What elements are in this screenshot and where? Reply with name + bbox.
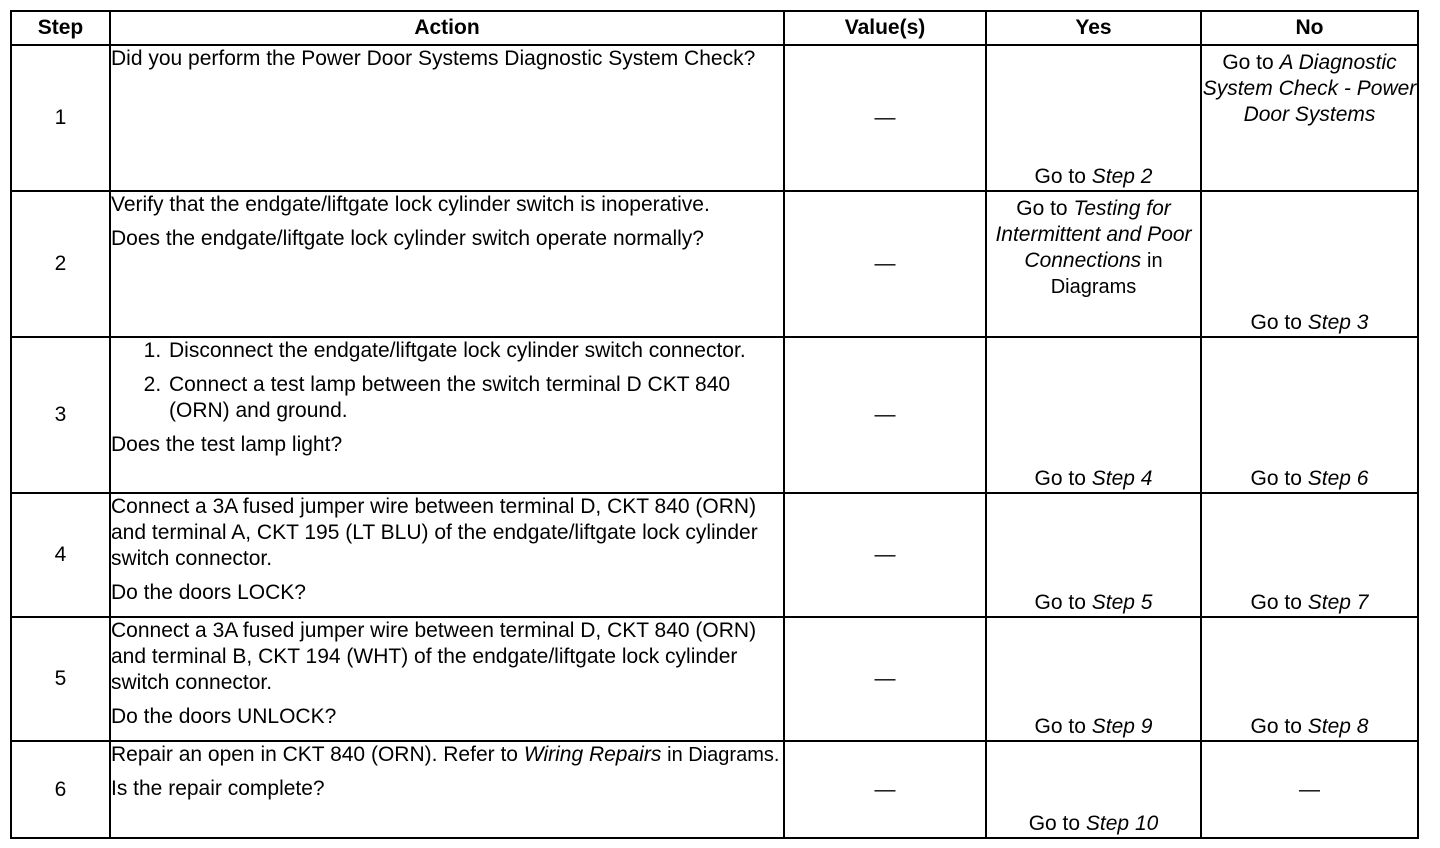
yes-suffix: in Diagrams xyxy=(1050,250,1163,298)
action-question: Do the doors LOCK? xyxy=(111,581,306,604)
table-row xyxy=(11,337,1418,493)
action-cell xyxy=(110,45,784,191)
value-cell: — xyxy=(784,45,986,191)
action-cell xyxy=(110,741,784,838)
action-text xyxy=(111,742,783,768)
table-header-row xyxy=(11,11,1418,45)
value-cell: — xyxy=(784,741,986,838)
no-prefix: Go to xyxy=(1250,591,1302,614)
no-link[interactable]: Step 8 xyxy=(1307,715,1369,738)
yes-prefix: Go to xyxy=(1034,591,1086,614)
action-cell xyxy=(110,617,784,741)
yes-cell xyxy=(986,741,1201,838)
table-row xyxy=(11,741,1418,838)
yes-link[interactable]: Step 9 xyxy=(1091,715,1153,738)
yes-prefix: Go to xyxy=(1034,165,1086,188)
procedure-item: 2. Connect a test lamp between the switch terminal D CKT 840 (ORN) and ground. xyxy=(167,372,783,424)
value-cell: — xyxy=(784,493,986,617)
step-number: 4 xyxy=(11,493,110,617)
action-question: Is the repair complete? xyxy=(111,777,325,800)
no-cell: — xyxy=(1201,741,1418,838)
header-values: Value(s) xyxy=(784,11,986,45)
no-cell xyxy=(1201,45,1418,191)
step-number: 6 xyxy=(11,741,110,838)
value-cell: — xyxy=(784,337,986,493)
yes-prefix: Go to xyxy=(1034,467,1086,490)
no-link[interactable]: Step 7 xyxy=(1307,591,1369,614)
no-cell xyxy=(1201,617,1418,741)
no-prefix: Go to xyxy=(1222,51,1274,74)
action-question: Does the endgate/liftgate lock cylinder switch operate normally? xyxy=(111,227,704,250)
no-prefix: Go to xyxy=(1250,715,1302,738)
yes-cell xyxy=(986,493,1201,617)
header-step: Step xyxy=(11,11,110,45)
header-yes: Yes xyxy=(986,11,1201,45)
header-action: Action xyxy=(110,11,784,45)
yes-link[interactable]: Step 4 xyxy=(1091,467,1153,490)
yes-prefix: Go to xyxy=(1028,812,1081,835)
procedure-list xyxy=(111,338,783,424)
yes-link[interactable]: Step 2 xyxy=(1091,165,1153,188)
value-cell: — xyxy=(784,617,986,741)
action-cell xyxy=(110,337,784,493)
yes-cell xyxy=(986,337,1201,493)
yes-cell xyxy=(986,191,1201,337)
action-link[interactable]: Wiring Repairs xyxy=(523,743,662,766)
table-row xyxy=(11,45,1418,191)
yes-link[interactable]: Testing for Intermittent and Poor Connections xyxy=(995,197,1192,272)
step-number: 3 xyxy=(11,337,110,493)
action-cell xyxy=(110,191,784,337)
action-cell xyxy=(110,493,784,617)
yes-prefix: Go to xyxy=(1034,715,1086,738)
step-number: 1 xyxy=(11,45,110,191)
action-question: Does the test lamp light? xyxy=(111,433,343,456)
no-cell xyxy=(1201,493,1418,617)
procedure-item: 1. Disconnect the endgate/liftgate lock cylinder switch connector. xyxy=(167,338,783,364)
yes-cell xyxy=(986,617,1201,741)
action-prefix: Repair an open in CKT 840 (ORN). Refer to xyxy=(111,743,518,766)
no-prefix: Go to xyxy=(1250,467,1302,490)
no-prefix: Go to xyxy=(1250,311,1302,334)
action-text: Connect a 3A fused jumper wire between terminal D, CKT 840 (ORN) and terminal B, CKT 194 (WHT) of the endgate/liftgate lock cylinder switch connector. xyxy=(111,619,757,694)
no-link[interactable]: Step 3 xyxy=(1307,311,1369,334)
table-row xyxy=(11,493,1418,617)
step-number: 5 xyxy=(11,617,110,741)
value-cell: — xyxy=(784,191,986,337)
action-text: Verify that the endgate/liftgate lock cylinder switch is inoperative. xyxy=(111,193,710,216)
action-text: Connect a 3A fused jumper wire between terminal D, CKT 840 (ORN) and terminal A, CKT 195 (LT BLU) of the endgate/liftgate lock cylinder switch connector. xyxy=(111,495,758,570)
no-cell xyxy=(1201,337,1418,493)
no-cell xyxy=(1201,191,1418,337)
yes-prefix: Go to xyxy=(1016,197,1068,220)
table-row xyxy=(11,617,1418,741)
yes-link[interactable]: Step 5 xyxy=(1091,591,1153,614)
action-question: Do the doors UNLOCK? xyxy=(111,705,337,728)
yes-link[interactable]: Step 10 xyxy=(1085,812,1159,835)
no-link[interactable]: Step 6 xyxy=(1307,467,1369,490)
action-suffix: in Diagrams. xyxy=(667,744,780,766)
diagnostic-table xyxy=(10,10,1419,839)
table-row xyxy=(11,191,1418,337)
no-link[interactable]: A Diagnostic System Check - Power Door Systems xyxy=(1202,51,1417,126)
step-number: 2 xyxy=(11,191,110,337)
yes-cell xyxy=(986,45,1201,191)
header-no: No xyxy=(1201,11,1418,45)
action-text: Did you perform the Power Door Systems Diagnostic System Check? xyxy=(111,47,756,70)
